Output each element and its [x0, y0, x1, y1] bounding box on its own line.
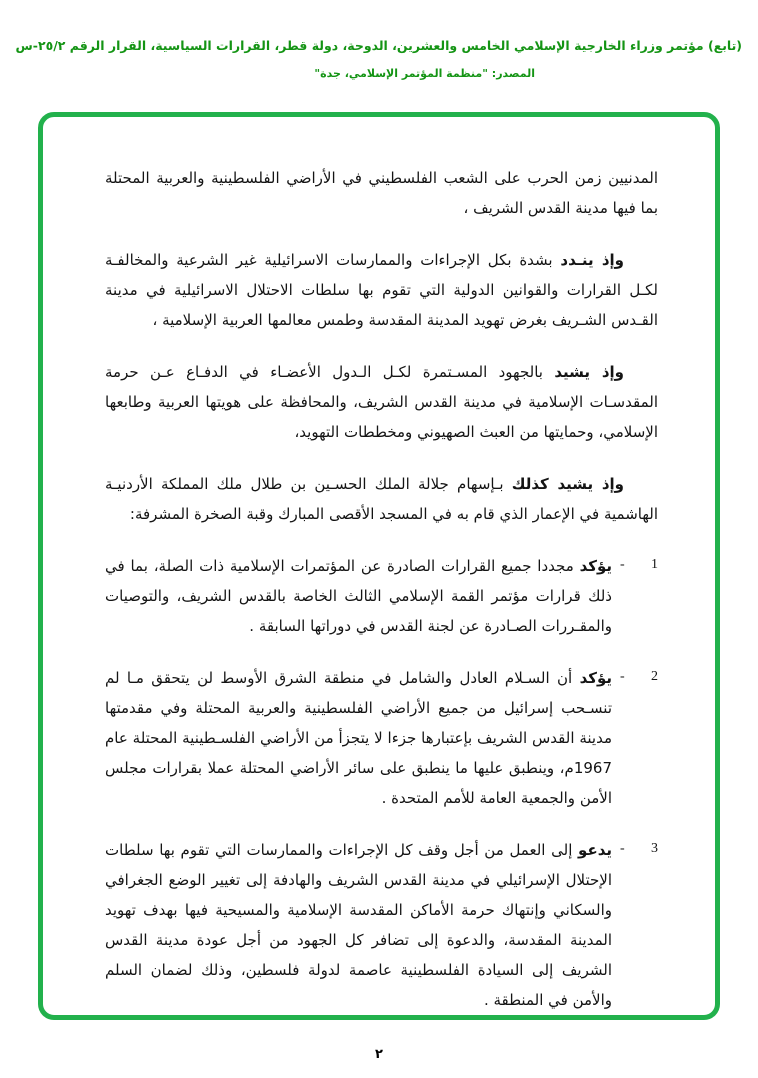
item-text: [105, 835, 612, 1015]
paragraph-lead: وإذ يشيد: [554, 363, 624, 381]
item-marker: [612, 551, 658, 641]
paragraph-text: بشدة بكل الإجراءات والممارسات الاسرائيلية غير الشرعية والمخالفـة لكـل القرارات والقوانين الدولية التي تقوم بها سلطات الاحتلال الاسرائيلية في مدينة القـدس الشـريف بغرض تهويد المدينة المقدسة وطمس معالمها العربية الإسلامية ،: [105, 251, 658, 329]
paragraph-lead: وإذ ينـدد: [560, 251, 624, 269]
item-body: أن السـلام العادل والشامل في منطقة الشرق الأوسط لن يتحقق مـا لم تنسـحب إسرائيل من جميع الأراضي الفلسطينية والعربية المحتلة وفي مقدمتها مدينة القدس الشريف بإعتبارها جزءا لا يتجزأ من الأراضي الفلسـطينية المحتلة عام 1967م، وينطبق عليها ما ينطبق على سائر الأراضي المحتلة عملا بقرارات مجلس الأمن والجمعية العامة للأمم المتحدة .: [105, 669, 612, 807]
document-header-source: المصدر: "منظمة المؤتمر الإسلامي، جدة": [314, 67, 535, 80]
numbered-item-1: [105, 551, 658, 641]
item-dash: -: [620, 841, 625, 856]
paragraph-text: بالجهود المسـتمرة لكـل الـدول الأعضـاء في الدفـاع عـن حرمة المقدسـات الإسلامية في مدينة القدس الشريف، والمحافظة على هويتها العربية وطابعها الإسلامي، وحمايتها من العبث الصهيوني ومخططات التهويد،: [105, 363, 658, 441]
item-lead: يؤكد: [579, 669, 612, 687]
item-text: [105, 663, 612, 813]
item-number: 2: [651, 669, 658, 684]
item-dash: -: [620, 669, 625, 684]
paragraph-text: بـإسهام جلالة الملك الحسـين بن طلال ملك المملكة الأردنيـة الهاشمية في الإعمار الذي قام به في المسجد الأقصى المبارك وقبة الصخرة المشرفة:: [105, 475, 658, 523]
item-text: [105, 551, 612, 641]
numbered-item-3: [105, 835, 658, 1015]
item-lead: يدعو: [578, 841, 612, 859]
item-marker: [612, 835, 658, 1015]
item-number: 3: [651, 841, 658, 856]
green-border-frame: [38, 112, 720, 1020]
paragraph-continuation: [105, 163, 658, 223]
item-body: مجددا جميع القرارات الصادرة عن المؤتمرات الإسلامية ذات الصلة، بما في ذلك قرارات مؤتمر القمة الإسلامي الثالث الخاصة بالقدس الشريف، والتوصيات والمقـررات الصـادرة عن لجنة القدس في دوراتها السابقة .: [105, 557, 612, 635]
paragraph-text: المدنيين زمن الحرب على الشعب الفلسطيني في الأراضي الفلسطينية والعربية المحتلة بما فيها مدينة القدس الشريف ،: [105, 169, 658, 217]
item-marker: [612, 663, 658, 813]
paragraph-commends: [105, 357, 658, 447]
item-body: إلى العمل من أجل وقف كل الإجراءات والممارسات التي تقوم بها سلطات الإحتلال الإسرائيلي في مدينة القدس الشريف والهادفة إلى تغيير الوضع الجغرافي والسكاني وإنتهاك حرمة الأماكن المقدسة الإسلامية والمسيحية فيها بهدف تهويد المدينة المقدسة، والدعوة إلى تضافر كل الجهود من أجل عودة مدينة القدس الشريف إلى السيادة الفلسطينية عاصمة لدولة فلسطين، وذلك لضمان السلم والأمن في المنطقة .: [105, 841, 612, 1009]
document-header-title: (تابع) مؤتمر وزراء الخارجية الإسلامي الخامس والعشرين، الدوحة، دولة قطر، القرارات السياسية، القرار الرقم ٢٥/٢-س: [15, 38, 742, 53]
paragraph-condemns: [105, 245, 658, 335]
document-body: [105, 163, 658, 1037]
page-number: ٢: [375, 1047, 383, 1062]
item-dash: -: [620, 557, 625, 572]
paragraph-lead: وإذ يشيد كذلك: [511, 475, 624, 493]
numbered-item-2: [105, 663, 658, 813]
item-lead: يؤكد: [579, 557, 612, 575]
item-number: 1: [651, 557, 658, 572]
paragraph-commends-also: [105, 469, 658, 529]
